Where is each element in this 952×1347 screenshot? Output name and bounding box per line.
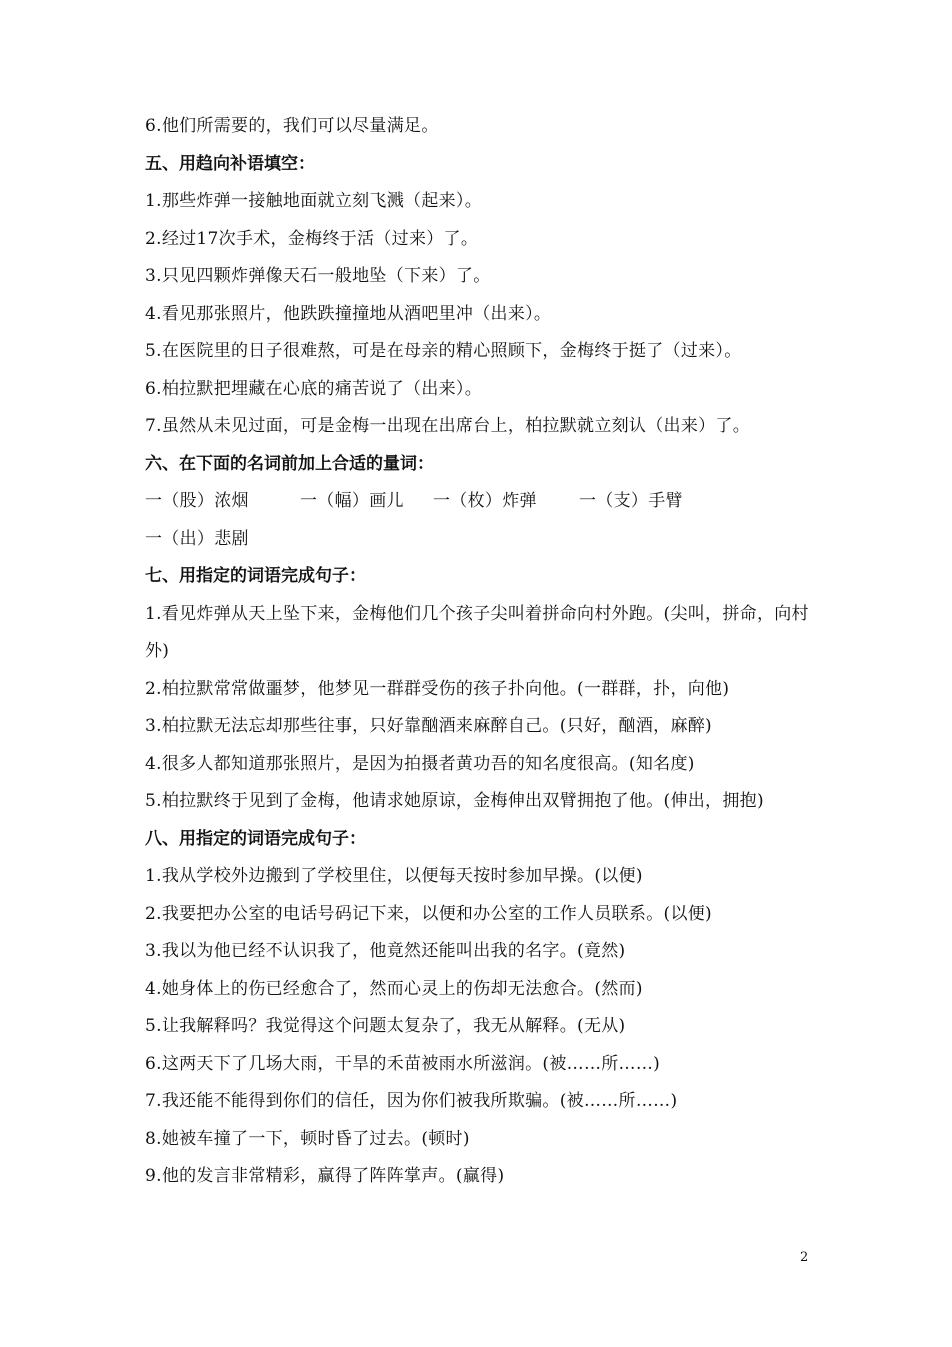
answer-line: 3.只见四颗炸弹像天石一般地坠（下来）了。	[145, 266, 491, 286]
answer-line: 9.他的发言非常精彩，赢得了阵阵掌声。(赢得)	[145, 1166, 505, 1186]
answer-line: 5.柏拉默终于见到了金梅，他请求她原谅，金梅伸出双臂拥抱了他。(伸出，拥抱)	[145, 791, 764, 811]
answer-line: 1.看见炸弹从天上坠下来，金梅他们几个孩子尖叫着拼命向村外跑。(尖叫，拼命，向村外)	[145, 603, 809, 661]
document-body	[145, 108, 815, 1196]
page-number: 2	[800, 1250, 809, 1265]
section-heading-7: 七、用指定的词语完成句子：	[145, 566, 366, 586]
answer-line: 4.看见那张照片，他跌跌撞撞地从酒吧里冲（出来）。	[145, 303, 552, 324]
answer-line: 2.经过17次手术，金梅终于活（过来）了。	[145, 228, 479, 249]
answer-line: 7.我还能不能得到你们的信任，因为你们被我所欺骗。(被……所……)	[145, 1091, 678, 1111]
section-heading-6: 六、在下面的名词前加上合适的量词：	[145, 453, 434, 474]
answer-line: 2.我要把办公室的电话号码记下来，以便和办公室的工作人员联系。(以便)	[145, 903, 712, 924]
answer-line: 6.这两天下了几场大雨，干旱的禾苗被雨水所滋润。(被……所……)	[145, 1053, 661, 1074]
answer-line: 8.她被车撞了一下，顿时昏了过去。(顿时)	[145, 1128, 470, 1149]
answer-line: 3.柏拉默无法忘却那些往事，只好靠酗酒来麻醉自己。(只好，酗酒，麻醉)	[145, 716, 712, 736]
answer-line: 3.我以为他已经不认识我了，他竟然还能叫出我的名字。(竟然)	[145, 941, 626, 961]
answer-line: 1.那些炸弹一接触地面就立刻飞溅（起来）。	[145, 191, 483, 211]
answer-line: 5.让我解释吗？我觉得这个问题太复杂了，我无从解释。(无从)	[145, 1016, 626, 1036]
measure-word-item: 一（出）悲剧	[145, 528, 249, 549]
answer-line: 2.柏拉默常常做噩梦，他梦见一群群受伤的孩子扑向他。(一群群，扑，向他)	[145, 678, 730, 699]
measure-word-item: 一（股）浓烟	[145, 491, 249, 511]
section-heading-5: 五、用趋向补语填空：	[145, 153, 315, 174]
section-heading-8: 八、用指定的词语完成句子：	[145, 828, 366, 849]
measure-word-item: 一（枚）炸弹	[433, 491, 537, 511]
answer-line: 7.虽然从未见过面，可是金梅一出现在出席台上，柏拉默就立刻认（出来）了。	[145, 416, 751, 436]
answer-line: 6.柏拉默把埋藏在心底的痛苦说了（出来）。	[145, 378, 483, 399]
measure-word-row	[145, 483, 815, 521]
answer-line: 4.她身体上的伤已经愈合了，然而心灵上的伤却无法愈合。(然而)	[145, 978, 643, 999]
measure-word-item: 一（幅）画儿	[300, 491, 404, 511]
measure-word-item: 一（支）手臂	[579, 491, 683, 511]
answer-line: 4.很多人都知道那张照片，是因为拍摄者黄功吾的知名度很高。(知名度)	[145, 753, 695, 774]
answer-line: 1.我从学校外边搬到了学校里住，以便每天按时参加早操。(以便)	[145, 866, 643, 886]
sentence-line: 6.他们所需要的，我们可以尽量满足。	[145, 116, 439, 136]
answer-line: 5.在医院里的日子很难熬，可是在母亲的精心照顾下，金梅终于挺了（过来）。	[145, 341, 742, 361]
